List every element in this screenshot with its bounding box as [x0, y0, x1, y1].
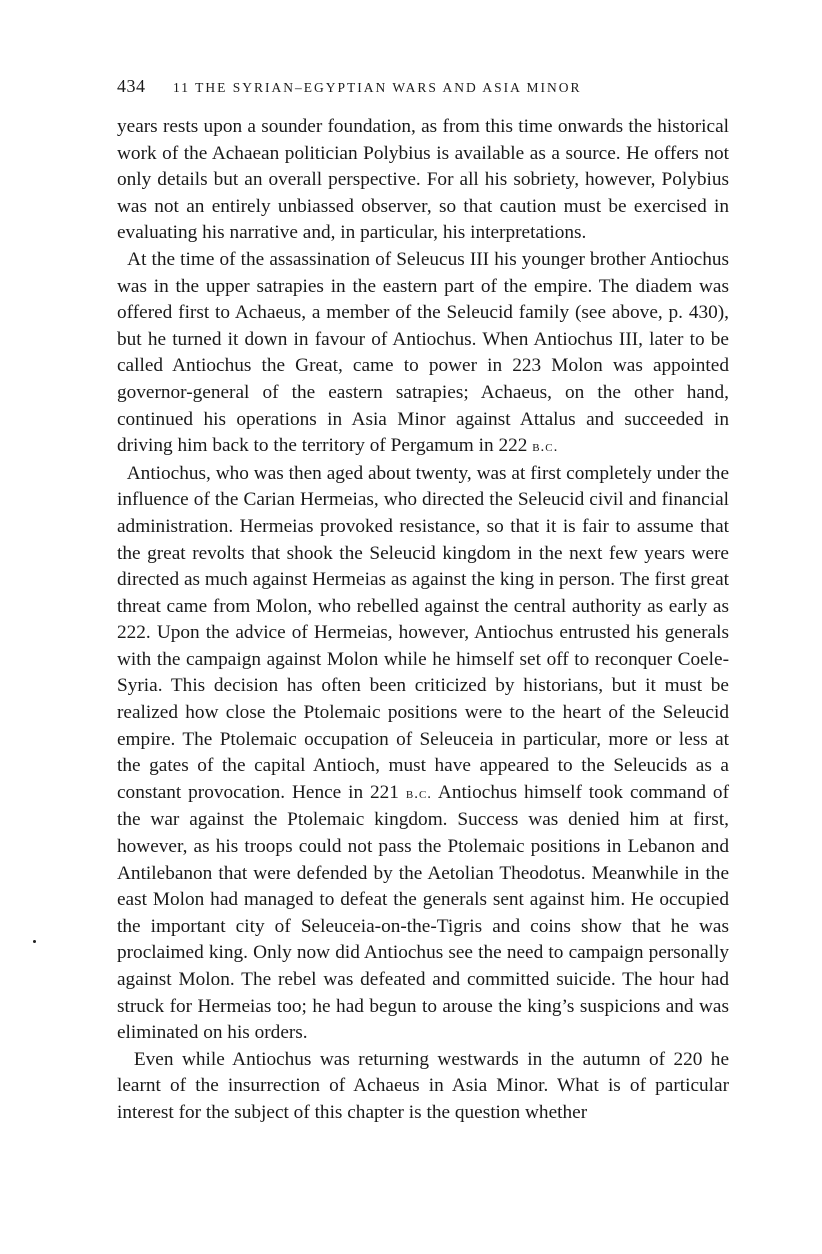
paragraph-3-text-a: Antiochus, who was then aged about twenty, was at first completely under the influence of the Carian Hermeias, who directed the Seleucid civil and financial administration. Hermeias provoked resistance, so that it is fair to assume that the great revolts that shook the Seleucid kingdom in the next few years were directed as much against Hermeias as against the king in person. The first great threat came from Molon, who rebelled against the central authority as early as 222. Upon the advice of Hermeias, however, Antiochus entrusted his generals with the campaign against Molon while he himself set off to reconquer Coele-Syria. This decision has often been criticized by historians, but it must be realized how close the Ptolemaic positions were to the heart of the Seleucid empire. The Ptolemaic occupation of Seleuceia in particular, more or less at the gates of the capital Antioch, must have appeared to the Seleucids as a constant provocation. Hence in 221 [117, 462, 729, 803]
book-page [117, 76, 729, 1127]
paragraph-3-text-b: Antiochus himself took command of the war against the Ptolemaic kingdom. Success was denied him at first, however, as his troops could not pass the Ptolemaic positions in Lebanon and Antilebanon that were defended by the Aetolian Theodotus. Meanwhile in the east Molon had managed to defeat the generals sent against him. He occupied the important city of Seleuceia-on-the-Tigris and coins show that he was proclaimed king. Only now did Antiochus see the need to campaign personally against Molon. The rebel was defeated and committed suicide. The hour had struck for Hermeias too; he had begun to arouse the king’s suspicions and was eliminated on his orders. [117, 781, 729, 1044]
running-head [117, 76, 729, 100]
paragraph-2 [117, 247, 729, 461]
paragraph-4-text: Even while Antiochus was returning westwards in the autumn of 220 he learnt of the insurrection of Achaeus in Asia Minor. What is of particular interest for the subject of this chapter is the question whether [117, 1048, 730, 1123]
paragraph-1 [117, 114, 729, 247]
paragraph-4 [117, 1047, 729, 1127]
paragraph-3 [117, 461, 729, 1047]
page-number: 434 [117, 76, 146, 96]
era-abbreviation: b.c. [532, 439, 559, 456]
era-abbreviation: b.c. [405, 785, 433, 802]
paragraph-1-text: years rests upon a sounder foundation, as from this time onwards the historical work of the Achaean politician Polybius is available as a source. He offers not only details but an overall perspective. For all his sobriety, however, Polybius was not an entirely unbiassed observer, so that caution must be exercised in evaluating his narrative and, in particular, his interpretations. [117, 116, 729, 244]
chapter-title: 11 THE SYRIAN–EGYPTIAN WARS AND ASIA MINOR [173, 80, 582, 95]
body-text [117, 114, 729, 1127]
stray-ink-mark [33, 940, 36, 943]
paragraph-2-text: At the time of the assassination of Seleucus III his younger brother Antiochus was in the upper satrapies in the eastern part of the empire. The diadem was offered first to Achaeus, a member of the Seleucid family (see above, p. 430), but he turned it down in favour of Antiochus. When Antiochus III, later to be called Antiochus the Great, came to power in 223 Molon was appointed governor-general of the eastern satrapies; Achaeus, on the other hand, continued his operations in Asia Minor against Attalus and succeeded in driving him back to the territory of Pergamum in 222 [117, 248, 730, 457]
